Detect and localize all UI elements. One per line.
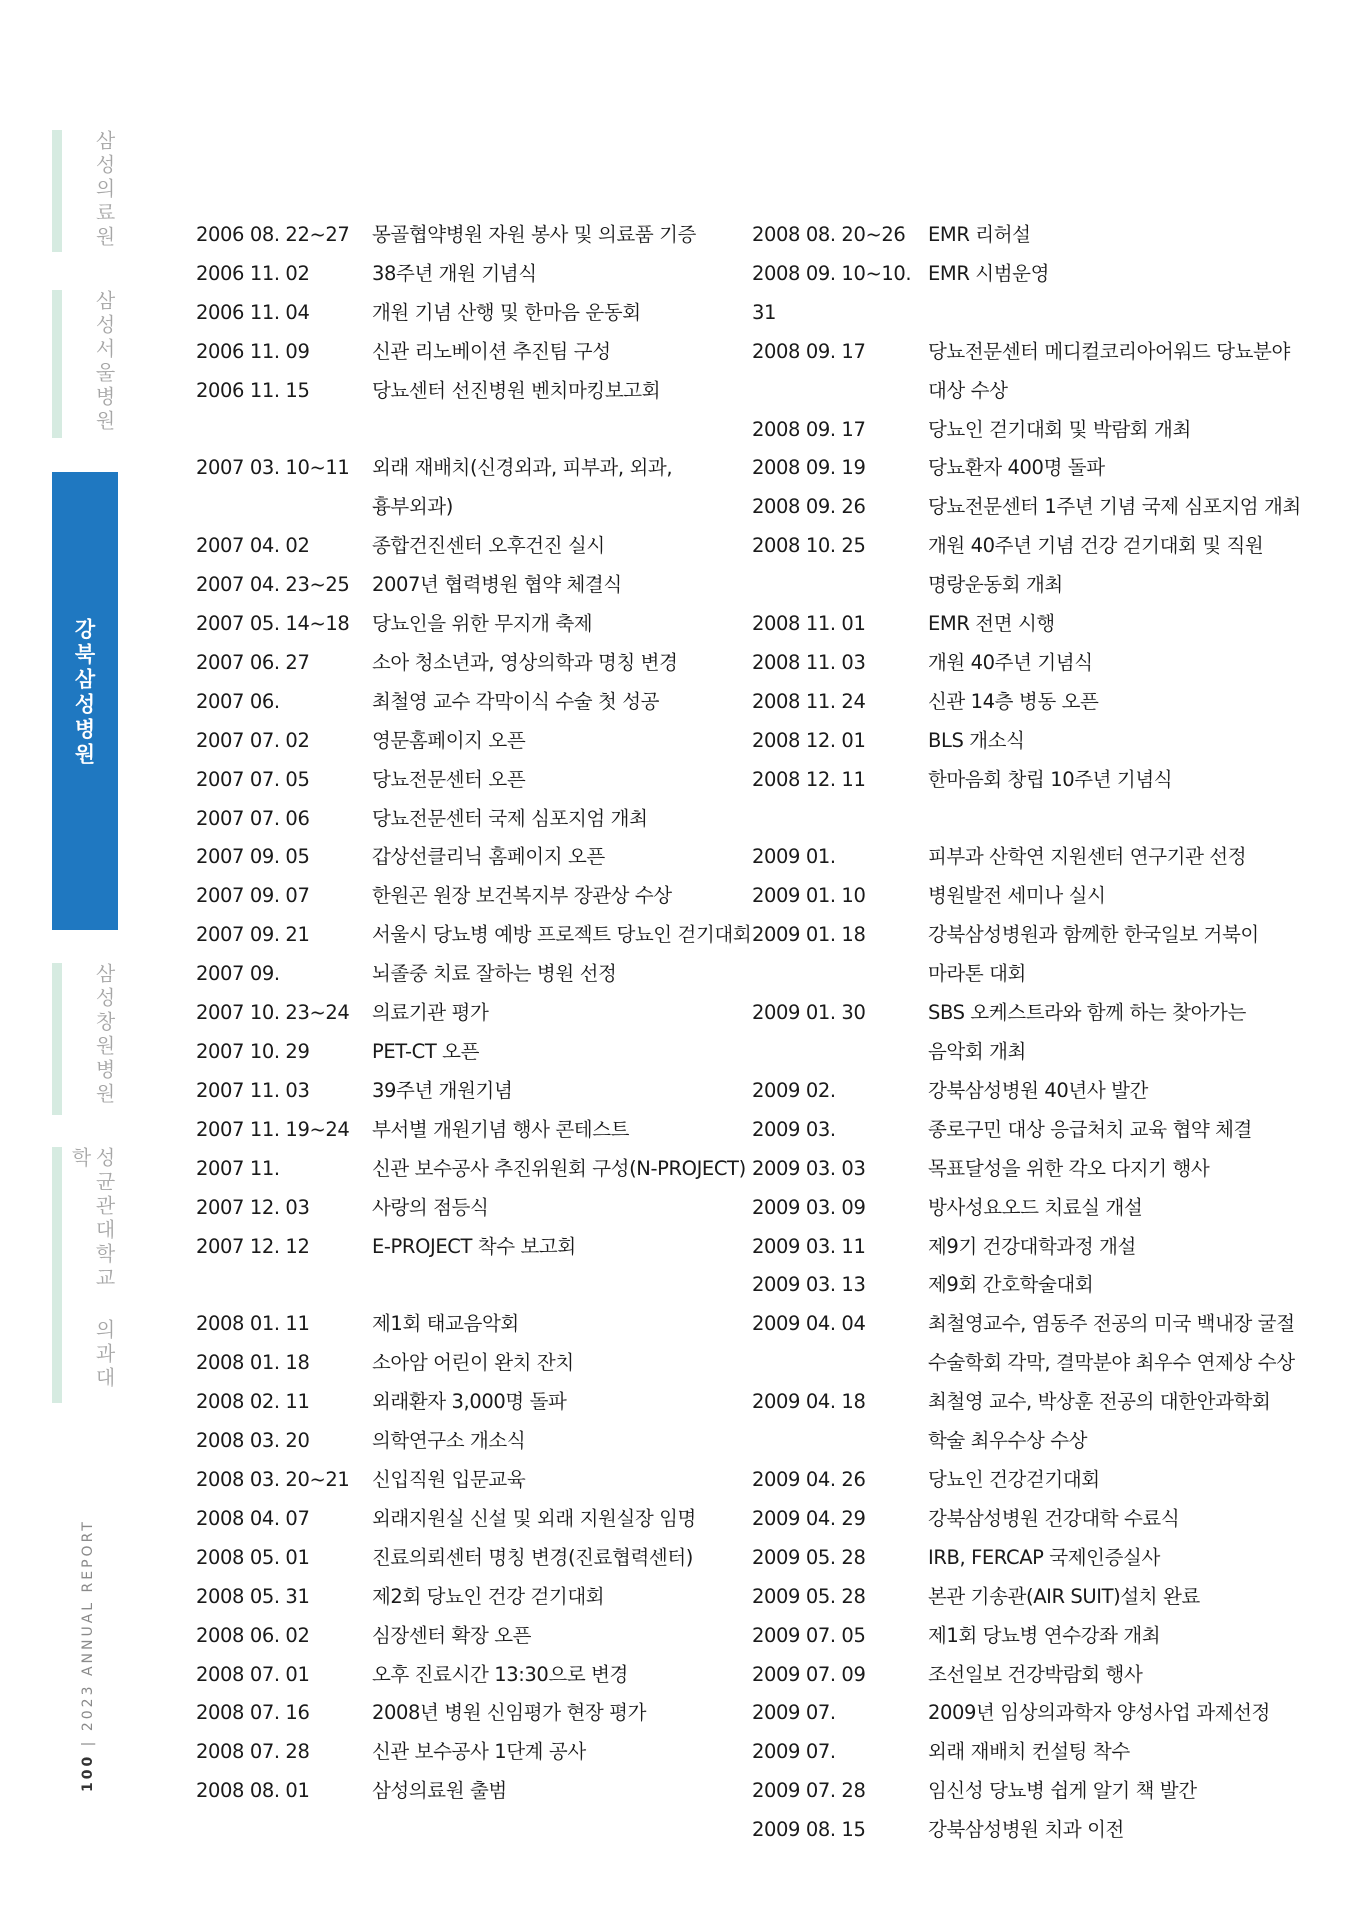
event-date: 2007 12. 12 [196, 1234, 310, 1258]
event-description: 당뇨전문센터 국제 심포지엄 개최 [372, 806, 648, 830]
event-description: 심장센터 확장 오픈 [372, 1623, 532, 1647]
timeline-row [196, 488, 741, 527]
event-description: BLS 개소식 [928, 728, 1025, 752]
timeline-row [752, 1578, 1292, 1617]
event-date [752, 955, 928, 994]
event-description: 당뇨센터 선진병원 벤치마킹보고회 [372, 378, 661, 402]
event-date: 2009 05. 28 [752, 1584, 866, 1608]
timeline-row [196, 255, 741, 294]
event-description: 몽골협약병원 자원 봉사 및 의료품 기증 [372, 223, 696, 246]
timeline-row [196, 1617, 741, 1656]
timeline-row [752, 566, 1292, 605]
event-description: E-PROJECT 착수 보고회 [372, 1234, 576, 1258]
event-date: 2008 09. 26 [752, 495, 866, 519]
page-footer [80, 1519, 96, 1792]
event-date: 2009 05. 28 [752, 1545, 866, 1569]
event-description: 대상 수상 [928, 378, 1008, 402]
event-date: 2007 04. 02 [196, 534, 310, 558]
timeline-column-left [196, 216, 752, 1811]
timeline-row [196, 955, 741, 994]
event-date: 2008 03. 20 [196, 1429, 310, 1453]
event-description [372, 1266, 741, 1305]
event-date: 2008 12. 11 [752, 767, 866, 791]
timeline-row [752, 333, 1292, 372]
timeline-row [196, 1539, 741, 1578]
event-date: 2008 03. 20~21 [196, 1467, 350, 1491]
event-description: 갑상선클리닉 홈페이지 오픈 [372, 845, 605, 869]
event-description: 신관 리노베이션 추진팀 구성 [372, 339, 611, 363]
tab-bar [52, 1147, 62, 1403]
event-description: 서울시 당뇨병 예방 프로젝트 당뇨인 걷기대회 [372, 923, 752, 947]
event-date [196, 1266, 372, 1305]
event-description: 신관 보수공사 추진위원회 구성(N-PROJECT) [372, 1156, 746, 1180]
event-description: EMR 리허설 [928, 223, 1031, 246]
event-date: 2008 06. 02 [196, 1623, 310, 1647]
event-description: 한마음회 창립 10주년 기념식 [928, 767, 1173, 791]
timeline-row [196, 1383, 741, 1422]
event-description: 개원 기념 산행 및 한마음 운동회 [372, 300, 641, 324]
event-description: 소아암 어린이 완치 잔치 [372, 1351, 574, 1375]
timeline-row [752, 1811, 1292, 1850]
report-title: 2023 ANNUAL REPORT [80, 1519, 96, 1732]
timeline-row [196, 1500, 741, 1539]
event-description: 진료의뢰센터 명칭 변경(진료협력센터) [372, 1545, 694, 1569]
event-date [752, 372, 928, 411]
timeline-row [752, 1033, 1292, 1072]
event-date: 2009 03. 09 [752, 1195, 866, 1219]
sidebar-tab-samsung-medical-center[interactable] [52, 130, 118, 252]
event-description: 마라톤 대회 [928, 962, 1026, 986]
sidebar-tab-skku-medicine[interactable] [52, 1147, 118, 1403]
timeline-row [752, 1656, 1292, 1695]
timeline-row [196, 1228, 741, 1267]
event-date: 2008 05. 31 [196, 1584, 310, 1608]
event-description: 당뇨전문센터 오픈 [372, 767, 526, 791]
timeline-row [752, 1461, 1292, 1500]
timeline-row [752, 1422, 1292, 1461]
event-date [752, 566, 928, 605]
event-description: 소아 청소년과, 영상의학과 명칭 변경 [372, 650, 678, 674]
event-date: 2008 09. 17 [752, 417, 866, 441]
timeline-row [752, 372, 1292, 411]
event-date: 2009 02. [752, 1078, 836, 1102]
event-date: 2009 01. [752, 845, 836, 869]
timeline-row [196, 372, 741, 411]
event-description: 제1회 당뇨병 연수강좌 개최 [928, 1623, 1161, 1647]
event-date: 2007 12. 03 [196, 1195, 310, 1219]
event-description: 2008년 병원 신임평가 현장 평가 [372, 1701, 647, 1725]
timeline-row [196, 449, 741, 488]
event-description: 당뇨전문센터 메디컬코리아어워드 당뇨분야 [928, 339, 1290, 363]
event-date: 2007 09. 07 [196, 884, 310, 908]
event-description: 수술학회 각막, 결막분야 최우수 연제상 수상 [928, 1351, 1295, 1375]
event-description: 제9기 건강대학과정 개설 [928, 1234, 1136, 1258]
event-date: 2007 07. 02 [196, 728, 310, 752]
timeline-row [752, 761, 1292, 800]
timeline-row [752, 1072, 1292, 1111]
event-date [752, 1344, 928, 1383]
timeline-row [196, 683, 741, 722]
timeline-row [196, 411, 741, 450]
timeline-row [752, 605, 1292, 644]
event-date: 2008 05. 01 [196, 1545, 310, 1569]
timeline-row [196, 1305, 741, 1344]
event-description: 병원발전 세미나 실시 [928, 884, 1106, 908]
event-description: 의료기관 평가 [372, 1001, 489, 1025]
event-date: 2008 01. 11 [196, 1312, 310, 1336]
timeline-row [196, 1033, 741, 1072]
event-date: 2007 11. [196, 1156, 280, 1180]
event-description: 개원 40주년 기념 건강 걷기대회 및 직원 [928, 534, 1264, 558]
event-description: EMR 시범운영 [928, 261, 1050, 285]
event-date: 2008 08. 01 [196, 1779, 310, 1803]
tab-bar [52, 130, 62, 252]
timeline-row [196, 294, 741, 333]
event-date: 2009 01. 30 [752, 1001, 866, 1025]
event-description: 한원곤 원장 보건복지부 장관상 수상 [372, 884, 672, 908]
event-description: 강북삼성병원 40년사 발간 [928, 1078, 1148, 1102]
timeline-row [196, 1733, 741, 1772]
timeline-row [752, 1189, 1292, 1228]
event-date: 2008 04. 07 [196, 1506, 310, 1530]
event-date: 2009 04. 04 [752, 1312, 866, 1336]
event-date: 2008 10. 25 [752, 534, 866, 558]
event-date: 2008 01. 18 [196, 1351, 310, 1375]
event-date: 2009 08. 15 [752, 1818, 866, 1842]
timeline-column-right [752, 216, 1301, 1850]
event-description: 의학연구소 개소식 [372, 1429, 526, 1453]
event-date: 2006 11. 02 [196, 261, 310, 285]
event-date: 2009 01. 10 [752, 884, 866, 908]
event-description: 신관 보수공사 1단계 공사 [372, 1740, 586, 1764]
timeline-row [196, 916, 752, 955]
event-description: 제2회 당뇨인 건강 걷기대회 [372, 1584, 605, 1608]
timeline-row [196, 800, 741, 839]
event-description: EMR 전면 시행 [928, 612, 1055, 636]
event-description: 피부과 산학연 지원센터 연구기관 선정 [928, 845, 1247, 869]
timeline-row [196, 761, 741, 800]
event-date: 2007 11. 19~24 [196, 1117, 350, 1141]
timeline-row [752, 877, 1292, 916]
timeline-row [752, 683, 1292, 722]
event-description: 강북삼성병원 치과 이전 [928, 1818, 1124, 1842]
timeline-row [752, 1150, 1292, 1189]
event-description: 흉부외과) [372, 495, 453, 519]
timeline-row [752, 1500, 1292, 1539]
event-description: 오후 진료시간 13:30으로 변경 [372, 1662, 628, 1686]
timeline-row [752, 1772, 1292, 1811]
event-date: 2008 08. 20~26 [752, 223, 906, 246]
timeline-row [196, 722, 741, 761]
event-date: 2009 04. 26 [752, 1467, 866, 1491]
event-date: 2007 09. 05 [196, 845, 310, 869]
event-description: 방사성요오드 치료실 개설 [928, 1195, 1143, 1219]
page-number: 100 [80, 1753, 96, 1792]
timeline-row [196, 216, 741, 255]
event-description: 음악회 개최 [928, 1040, 1026, 1064]
timeline-row [752, 1694, 1292, 1733]
event-description: 뇌졸중 치료 잘하는 병원 선정 [372, 962, 617, 986]
event-description: 당뇨전문센터 1주년 기념 국제 심포지엄 개최 [928, 495, 1301, 519]
event-date: 2007 05. 14~18 [196, 612, 350, 636]
tab-bar [52, 963, 62, 1115]
timeline-row [752, 1305, 1295, 1344]
timeline-row [752, 955, 1292, 994]
event-date: 2007 09. [196, 962, 280, 986]
event-description: 당뇨인을 위한 무지개 축제 [372, 612, 593, 636]
event-description: 개원 40주년 기념식 [928, 650, 1093, 674]
event-date: 2007 09. 21 [196, 923, 310, 947]
event-description: 39주년 개원기념 [372, 1078, 513, 1102]
timeline-row [752, 1733, 1292, 1772]
timeline-row [752, 994, 1292, 1033]
timeline-row [196, 1072, 741, 1111]
timeline-row [752, 255, 1292, 333]
event-description: 제1회 태교음악회 [372, 1312, 519, 1336]
event-description: 조선일보 건강박람회 행사 [928, 1662, 1143, 1686]
timeline-row [752, 527, 1292, 566]
timeline-row [196, 1772, 741, 1811]
timeline-row [752, 449, 1292, 488]
timeline-row [752, 1266, 1292, 1305]
event-description: 종합건진센터 오후건진 실시 [372, 534, 605, 558]
event-description: SBS 오케스트라와 함께 하는 찾아가는 [928, 1001, 1246, 1025]
sidebar-tab-kangbuk-samsung-hospital[interactable] [52, 472, 118, 930]
event-description: 신관 14층 병동 오픈 [928, 689, 1099, 713]
event-date: 2009 04. 29 [752, 1506, 866, 1530]
timeline-row [752, 838, 1292, 877]
event-description: 강북삼성병원 건강대학 수료식 [928, 1506, 1180, 1530]
event-description: 38주년 개원 기념식 [372, 261, 537, 285]
event-description: 당뇨환자 400명 돌파 [928, 456, 1105, 480]
sidebar-tab-samsung-changwon-hospital[interactable] [52, 963, 118, 1115]
timeline-row [196, 333, 741, 372]
event-date: 2006 11. 04 [196, 300, 310, 324]
event-date: 2008 09. 10~10. 31 [752, 261, 912, 324]
timeline-row [196, 838, 741, 877]
event-date: 2007 11. 03 [196, 1078, 310, 1102]
event-date: 2009 07. 09 [752, 1662, 866, 1686]
timeline-row [752, 1617, 1292, 1656]
timeline-row [752, 411, 1292, 450]
event-description: 최철영 교수, 박상훈 전공의 대한안과학회 [928, 1390, 1271, 1414]
tab-label: 강북삼성병원 [72, 618, 96, 768]
sidebar-tab-samsung-seoul-hospital[interactable] [52, 290, 118, 438]
event-date: 2009 03. 03 [752, 1156, 866, 1180]
event-date: 2007 06. [196, 689, 280, 713]
event-description: IRB, FERCAP 국제인증실사 [928, 1545, 1160, 1569]
event-date: 2009 03. [752, 1117, 836, 1141]
event-description: 사랑의 점등식 [372, 1195, 489, 1219]
event-date: 2008 02. 11 [196, 1390, 310, 1414]
event-description: 당뇨인 건강걷기대회 [928, 1467, 1100, 1491]
event-date [196, 411, 372, 450]
event-date: 2007 10. 29 [196, 1040, 310, 1064]
timeline-row [196, 1189, 741, 1228]
timeline-row [196, 1150, 746, 1189]
event-description: 최철영교수, 염동주 전공의 미국 백내장 굴절 [928, 1312, 1295, 1336]
timeline-row [196, 1694, 741, 1733]
timeline-row [196, 1461, 741, 1500]
event-date: 2007 07. 06 [196, 806, 310, 830]
timeline-row [752, 1228, 1292, 1267]
event-date [752, 1033, 928, 1072]
event-date: 2008 07. 28 [196, 1740, 310, 1764]
event-date: 2008 07. 16 [196, 1701, 310, 1725]
event-description: 강북삼성병원과 함께한 한국일보 거북이 [928, 923, 1259, 947]
tab-label: 삼성서울병원 [92, 290, 116, 434]
event-date: 2009 01. 18 [752, 923, 866, 947]
event-description: 영문홈페이지 오픈 [372, 728, 526, 752]
event-date: 2009 03. 13 [752, 1273, 866, 1297]
tab-label: 삼성의료원 [92, 130, 116, 250]
event-date [752, 1422, 928, 1461]
event-date: 2008 11. 24 [752, 689, 866, 713]
event-date: 2006 08. 22~27 [196, 223, 350, 246]
timeline-row [752, 644, 1292, 683]
timeline-row [752, 216, 1292, 255]
event-description: 신입직원 입문교육 [372, 1467, 526, 1491]
event-date: 2006 11. 15 [196, 378, 310, 402]
event-date: 2007 06. 27 [196, 650, 310, 674]
timeline-row [196, 1266, 741, 1305]
event-description: 2007년 협력병원 협약 체결식 [372, 573, 622, 597]
event-date: 2008 11. 01 [752, 612, 866, 636]
timeline-row [196, 877, 741, 916]
timeline-row [752, 488, 1301, 527]
event-date: 2009 07. [752, 1701, 836, 1725]
event-date: 2009 07. 05 [752, 1623, 866, 1647]
event-description: 최철영 교수 각막이식 수술 첫 성공 [372, 689, 660, 713]
timeline-row [196, 566, 741, 605]
event-date: 2006 11. 09 [196, 339, 310, 363]
event-description: 외래환자 3,000명 돌파 [372, 1390, 567, 1414]
event-description: 외래 재배치(신경외과, 피부과, 외과, [372, 456, 673, 480]
event-date: 2008 12. 01 [752, 728, 866, 752]
event-description: 제9회 간호학술대회 [928, 1273, 1094, 1297]
event-date: 2008 11. 03 [752, 650, 866, 674]
timeline-row [752, 800, 1292, 839]
timeline-row [752, 722, 1292, 761]
tab-bar [52, 290, 62, 438]
event-date: 2007 07. 05 [196, 767, 310, 791]
event-date: 2007 03. 10~11 [196, 456, 350, 480]
event-date: 2007 04. 23~25 [196, 573, 350, 597]
event-date: 2008 09. 19 [752, 456, 866, 480]
event-date [196, 488, 372, 527]
timeline-row [752, 1383, 1292, 1422]
event-description: 부서별 개원기념 행사 콘테스트 [372, 1117, 630, 1141]
timeline-row [196, 1656, 741, 1695]
timeline-row [196, 1422, 741, 1461]
timeline-row [196, 994, 741, 1033]
event-description: 종로구민 대상 응급처치 교육 협약 체결 [928, 1117, 1252, 1141]
timeline-row [196, 605, 741, 644]
event-date: 2008 09. 17 [752, 339, 866, 363]
event-description: 당뇨인 걷기대회 및 박람회 개최 [928, 417, 1191, 441]
timeline-row [752, 1539, 1292, 1578]
event-description [372, 411, 741, 450]
event-description [928, 800, 1292, 839]
timeline-row [196, 1344, 741, 1383]
event-date: 2008 07. 01 [196, 1662, 310, 1686]
event-description: 목표달성을 위한 각오 다지기 행사 [928, 1156, 1210, 1180]
event-description: 외래지원실 신설 및 외래 지원실장 임명 [372, 1506, 696, 1530]
event-description: 명랑운동회 개최 [928, 573, 1063, 597]
event-date: 2009 04. 18 [752, 1390, 866, 1414]
timeline-row [196, 1578, 741, 1617]
tab-label: 성균관대학교 의과대학 [68, 1147, 116, 1391]
event-description: 본관 기송관(AIR SUIT)설치 완료 [928, 1584, 1200, 1608]
timeline-row [752, 916, 1292, 955]
timeline-row [752, 1344, 1295, 1383]
tab-label: 삼성창원병원 [92, 963, 116, 1107]
timeline-row [196, 1111, 741, 1150]
footer-separator: | [80, 1738, 96, 1747]
event-description: 학술 최우수상 수상 [928, 1429, 1088, 1453]
event-date: 2009 03. 11 [752, 1234, 866, 1258]
event-description: 삼성의료원 출범 [372, 1779, 507, 1803]
event-date: 2007 10. 23~24 [196, 1001, 350, 1025]
timeline-row [752, 1111, 1292, 1150]
event-date [752, 800, 928, 839]
timeline-row [196, 644, 741, 683]
event-description: 외래 재배치 컨설팅 착수 [928, 1740, 1130, 1764]
event-date: 2009 07. 28 [752, 1779, 866, 1803]
event-description: 임신성 당뇨병 쉽게 알기 책 발간 [928, 1779, 1197, 1803]
event-description: 2009년 임상의과학자 양성사업 과제선정 [928, 1701, 1270, 1725]
event-description: PET-CT 오픈 [372, 1040, 480, 1064]
event-date: 2009 07. [752, 1740, 836, 1764]
timeline-row [196, 527, 741, 566]
